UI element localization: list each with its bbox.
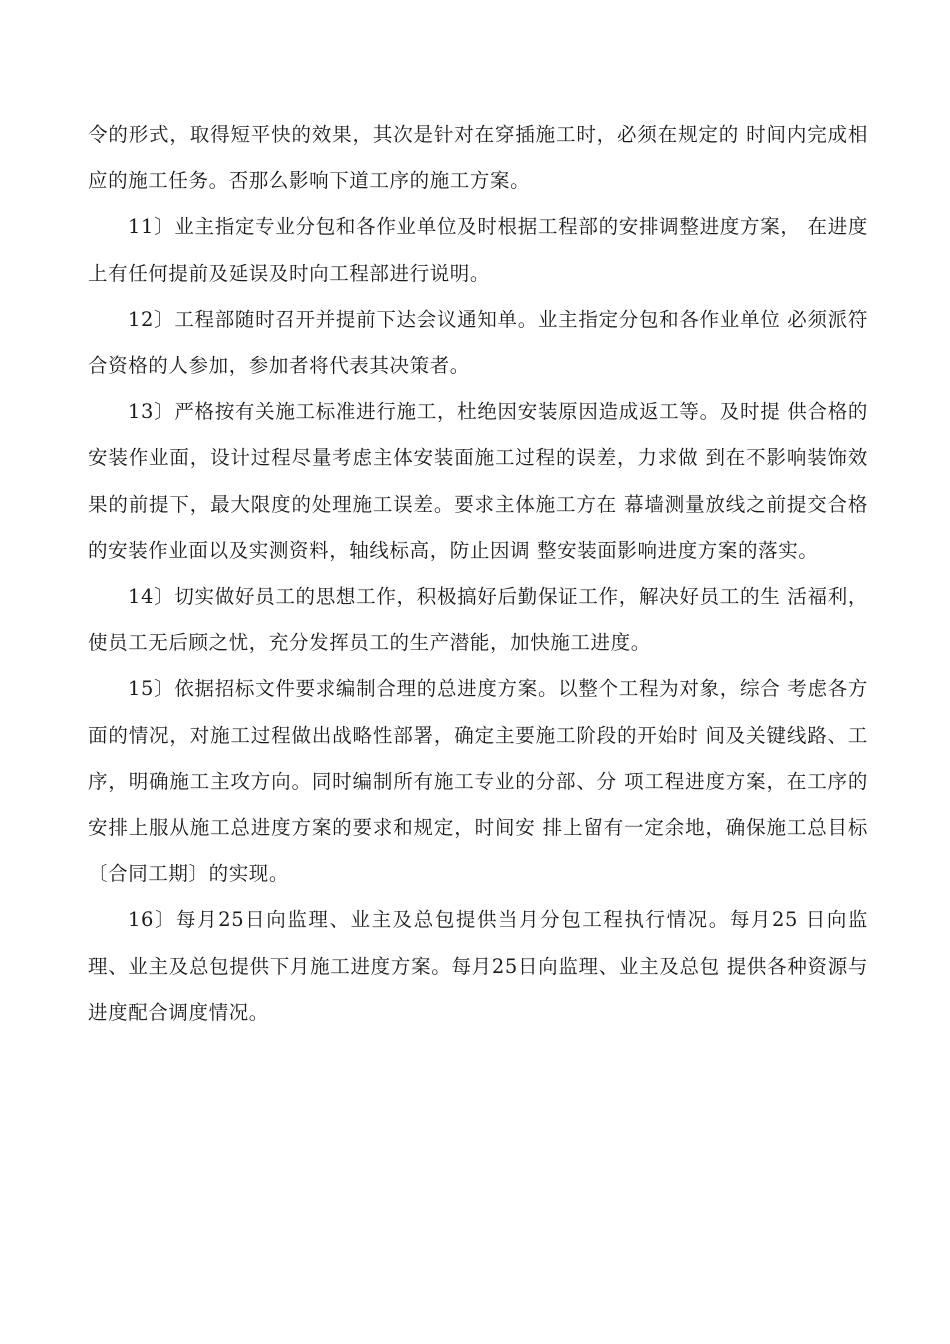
paragraph-continued: 令的形式，取得短平快的效果，其次是针对在穿插施工时，必须在规定的 时间内完成相应的施工任务。否那么影响下道工序的施工方案。 xyxy=(88,123,868,193)
paragraph-item-13: 13〕严格按有关施工标准进行施工，杜绝因安装原因造成返工等。及时提 供合格的安装作业面，设计过程尽量考虑主体安装面施工过程的误差，力求做 到在不影响装饰效果的前提下，最大限度的处理施工误差。要求主体施工方在 幕墙测量放线之前提交合格的安装作业面以及实测资料，轴线标高，防止因调 整安装面影响进度方案的落实。 xyxy=(88,400,868,562)
document-body xyxy=(88,112,868,1036)
paragraph-item-16: 16〕每月25日向监理、业主及总包提供当月分包工程执行情况。每月25 日向监理、业主及总包提供下月施工进度方案。每月25日向监理、业主及总包 提供各种资源与进度配合调度情况。 xyxy=(88,908,868,1024)
paragraph-item-11: 11〕业主指定专业分包和各作业单位及时根据工程部的安排调整进度方案， 在进度上有任何提前及延误及时向工程部进行说明。 xyxy=(88,215,868,285)
paragraph-item-14: 14〕切实做好员工的思想工作，积极搞好后勤保证工作，解决好员工的生 活福利，使员工无后顾之忧，充分发挥员工的生产潜能，加快施工进度。 xyxy=(88,585,868,655)
paragraph-item-15: 15〕依据招标文件要求编制合理的总进度方案。以整个工程为对象，综合 考虑各方面的情况，对施工过程做出战略性部署，确定主要施工阶段的开始时 间及关键线路、工序，明确施工主攻方向。同时编制所有施工专业的分部、分 项工程进度方案，在工序的安排上服从施工总进度方案的要求和规定，时间安 排上留有一定余地，确保施工总目标〔合同工期〕的实现。 xyxy=(88,677,868,886)
paragraph-item-12: 12〕工程部随时召开并提前下达会议通知单。业主指定分包和各作业单位 必须派符合资格的人参加，参加者将代表其决策者。 xyxy=(88,307,868,378)
